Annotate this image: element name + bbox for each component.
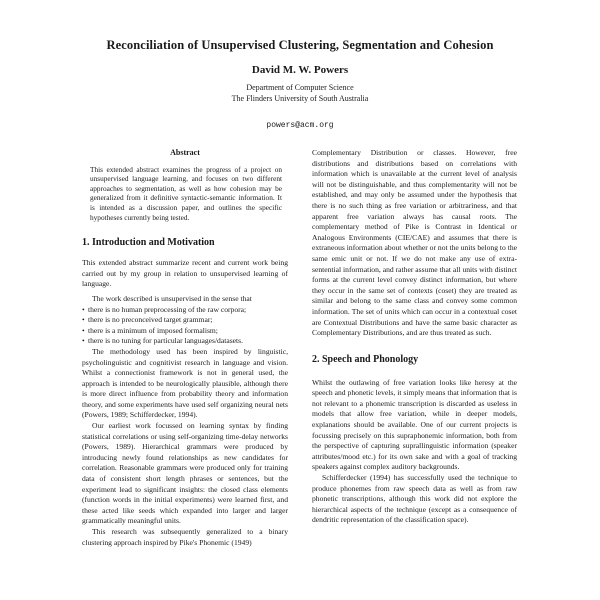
- author-name: David M. W. Powers: [251, 64, 349, 76]
- section-2-heading: 2. Speech and Phonology: [312, 353, 419, 365]
- section-1-paragraph-4: Our earliest work focussed on learning syntax by finding statistical correlations or using self-organizing time-delay networks (Powers, 1989). Hierarchical grammars were produced by introducing newly found relationships as new candidates for correlation. Reasonable grammars were produced only for training data of consistent short length phrases or sentences, but the experiment lead to significant insights: the closed class elements (function words in the initial experiments) were learned first, and these acted like seeds which expanded into larger and larger grammatically meaningful units.: [82, 421, 288, 526]
- list-item: • there is no human preprocessing of the raw corpora;: [82, 305, 288, 316]
- list-item: • there is a minimum of imposed formalism;: [82, 326, 288, 337]
- paper-title: Reconciliation of Unsupervised Clustering, Segmentation and Cohesion: [106, 38, 494, 52]
- list-item: • there is no preconceived target grammar;: [82, 315, 288, 326]
- author-email: powers@acm.org: [266, 121, 334, 130]
- abstract-heading: Abstract: [170, 148, 200, 157]
- section-1-heading: 1. Introduction and Motivation: [82, 237, 215, 249]
- right-column: [312, 148, 517, 526]
- left-column: [82, 148, 288, 548]
- section-1-paragraph-2: The work described is unsupervised in the sense that: [92, 293, 252, 303]
- abstract: [82, 148, 288, 222]
- affiliation-department: Department of Computer Science: [246, 83, 354, 92]
- section-1-paragraph-3: The methodology used has been inspired by linguistic, psycholinguistic and cognitivist research in language and vision. Whilst a connectionist framework is not in general used, the approach is intended to be neurologically plausible, although there is more direct influence from probability theory and information theory, and some experiments have used self organizing neural nets (Powers, 1989; Schifferdecker, 1994).: [82, 346, 288, 420]
- section-1-paragraph-5: This research was subsequently generalized to a binary clustering approach inspired by Pike's Phonemic (1949): [82, 527, 288, 547]
- affiliation-university: The Flinders University of South Australia: [231, 94, 369, 103]
- unsupervised-criteria-list: [82, 305, 288, 347]
- right-column-paragraph-1: Complementary Distribution or classes. However, free distributions and distributions based on correlations with information which is unavailable at the current level of analysis will not be distinguishable, and thus complementarity will not be established, and may only be assumed under the hypothesis that there is no such thing as free variation or arbitrariness, and that apparent free variation always has causal roots. The complementary method of Pike is Contrast in Identical or Analogous Environments (CIE/CAE) and assumes that there is extraneous information about whether or not the units belong to the same emic unit or not. If we do not make any use of extra-sentential information, and rather assume that all units with distinct forms at the current level convey distinct information, but where they occur in the same set of contexts (coset) they are treated as similar and belong to the same class and convey some common information. The set of units which can occur in a contextual coset are Contextual Distributions and have the same basic character as Complementary Distributions, and are thus treated as such.: [312, 148, 517, 338]
- section-2-paragraph-2: Schifferdecker (1994) has successfully used the technique to produce phonemes from raw speech data as well as from raw phonetic transcriptions, although this work did not explore the hierarchical aspects of the technique (except as a consequence of dendritic representation of the classification space).: [312, 473, 517, 525]
- section-1-paragraph-1: This extended abstract summarize recent and current work being carried out by my group in relation to unsupervised learning of language.: [82, 258, 288, 289]
- list-item: • there is no tuning for particular languages/datasets.: [82, 336, 288, 347]
- section-2-paragraph-1: Whilst the outlawing of free variation looks like heresy at the speech and phonetic levels, it simply means that information that is not relevant to a phonemic transcription is discarded as useless in models that allow free variation, while in deeper models, explanations should be available. One of our current projects is focussing precisely on this supraphonemic information, both from the perspective of capturing suprallinguistic information (speaker attributes/mood etc.) for its own sake and with a goal of tracking speakers against complex auditory backgrounds.: [312, 377, 517, 472]
- abstract-text: This extended abstract examines the progress of a project on unsupervised language learning, and focuses on two different approaches to segmentation, as well as how cohesion may be generalized from it definitive syntactic-semantic information. It is intended as a discussion paper, and outlines the specific hypotheses currently being tested.: [90, 164, 282, 222]
